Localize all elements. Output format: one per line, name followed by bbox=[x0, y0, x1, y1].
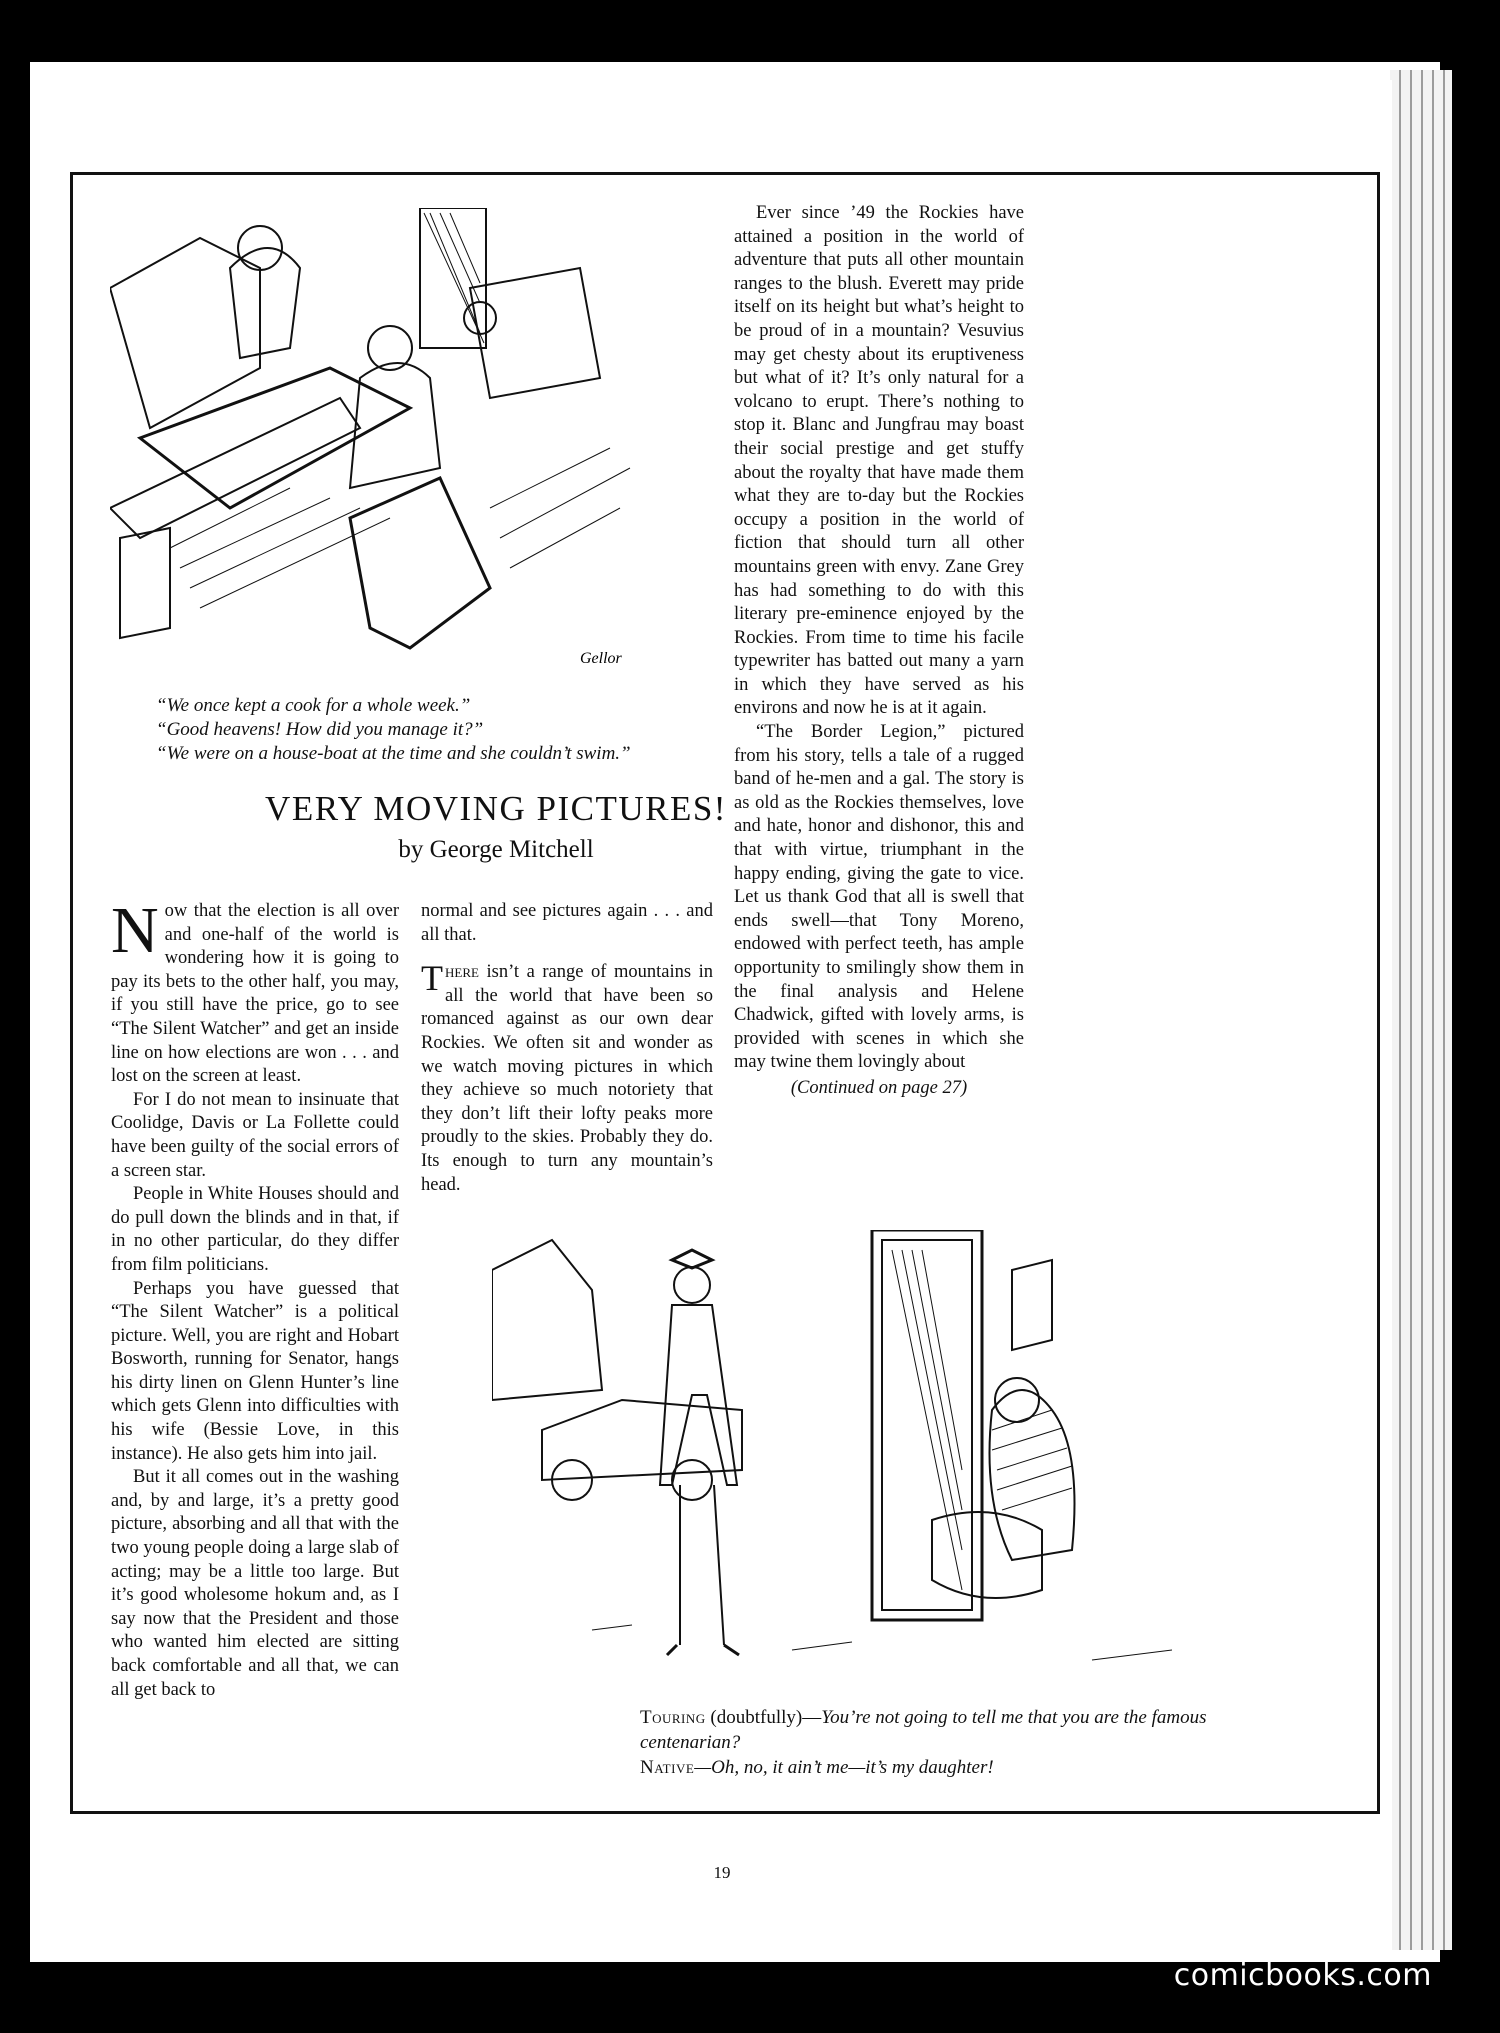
page-number: 19 bbox=[713, 1863, 731, 1882]
paragraph: Now that the election is all over and one-half of the world is wondering how it is going to pay its bets to the other half, you may, if you still have the price, go to see “The Silent Watcher” and get an inside line on how elections are won . . . and lost on the screen at least. bbox=[111, 894, 399, 1087]
cartoon-illustration-doorway bbox=[492, 1230, 1232, 1688]
continued-note: (Continued on page 27) bbox=[790, 1077, 968, 1098]
speaker-label: Native bbox=[640, 1757, 695, 1778]
top-cartoon-caption bbox=[156, 694, 631, 766]
bottom-cartoon-caption bbox=[604, 1705, 1244, 1780]
paragraph: Perhaps you have guessed that “The Silent Watcher” is a political picture. Well, you are right and Hobart Bosworth, running for Senator, hangs his dirty linen on Glenn Hunter’s line which gets Glenn into difficulties with his wife (Bessie Love, in this instance). He also gets him into jail. bbox=[111, 1278, 399, 1464]
magazine-page bbox=[52, 80, 1392, 1950]
drop-cap: T bbox=[421, 958, 443, 999]
article-column-2 bbox=[421, 900, 713, 1197]
caption-line: “We were on a house-boat at the time and she couldn’t swim.” bbox=[156, 743, 631, 764]
speaker-label: Touring bbox=[640, 1707, 706, 1728]
caption-dialogue-line: Native—Oh, no, it ain’t me—it’s my daughter! bbox=[640, 1757, 994, 1778]
paragraph: normal and see pictures again . . . and all that. bbox=[421, 901, 713, 945]
drop-cap: N bbox=[111, 894, 159, 967]
paragraph: For I do not mean to insinuate that Coolidge, Davis or La Follette could have been guilty of the social errors of a screen star. bbox=[111, 1089, 399, 1181]
sitting-room-drawing bbox=[110, 208, 656, 676]
paragraph: Ever since ’49 the Rockies have attained a position in the world of adventure that puts all other mountain ranges to the blush. Everett may pride itself on its height but what’s height to be proud of in a mountain? Vesuvius may get chesty about its eruptiveness but what of it? It’s only natural for a volcano to erupt. There’s nothing to stop it. Blanc and Jungfrau may boast their social prestige and get stuffy about the royalty that have made them what they are to-day but the Rockies occupy a position in the world of fiction that should turn all other mountains green with envy. Zane Grey has had something to do with this literary pre-eminence enjoyed by the Rockies. From time to time his facile typewriter has batted out many a yarn in which they have served as his environs and now he is at it again. bbox=[734, 203, 1024, 719]
paragraph: “The Border Legion,” pictured from his story, tells a tale of a rugged band of he-men and a gal. The story is as old as the Rockies themselves, love and hate, honor and dishonor, this and that with virtue, triumphant in the happy ending, giving the gate to vice. Let us thank God that all is swell that ends swell—that Tony Moreno, endowed with perfect teeth, has ample opportunity to smilingly show them in the final analysis and Helene Chadwick, gifted with lovely arms, is provided with scenes in which she may twine them lovingly about bbox=[734, 722, 1024, 1073]
doorway-drawing bbox=[492, 1230, 1232, 1688]
watermark-text: comicbooks.com bbox=[1173, 1958, 1432, 1993]
cartoon-illustration-sitting-room bbox=[110, 208, 656, 676]
article-byline: by George Mitchell bbox=[398, 836, 594, 863]
caption-dialogue-line: Touring (doubtfully)—You’re not going to tell me that you are the famous centenarian? bbox=[640, 1707, 1207, 1753]
artist-signature: Gellor bbox=[580, 650, 622, 667]
page-stack-edge bbox=[1390, 70, 1452, 1950]
article-column-1 bbox=[111, 894, 399, 1702]
article-title: VERY MOVING PICTURES! bbox=[265, 789, 727, 828]
paragraph: People in White Houses should and do pull down the blinds and in that, if in no other particular, do they differ from film politicians. bbox=[111, 1184, 399, 1275]
article-column-3 bbox=[734, 202, 1024, 1101]
paragraph: But it all comes out in the washing and, by and large, it’s a pretty good picture, absorbing and all that with the two young people doing a large slab of acting; may be a little too large. But it’s good wholesome hokum and, as I say now that the President and those who wanted him elected are sitting back comfortable and all that, we can all get back to bbox=[111, 1467, 399, 1700]
caption-line: “We once kept a cook for a whole week.” bbox=[156, 695, 471, 716]
paragraph: There isn’t a range of mountains in all the world that have been so romanced against as our own dear Rockies. We often sit and wonder as we watch moving pictures in which they achieve so much notoriety that they don’t lift their lofty peaks more proudly to the skies. Probably they do. Its enough to turn any mountain’s head. bbox=[421, 958, 713, 1195]
caption-line: “Good heavens! How did you manage it?” bbox=[156, 719, 484, 740]
